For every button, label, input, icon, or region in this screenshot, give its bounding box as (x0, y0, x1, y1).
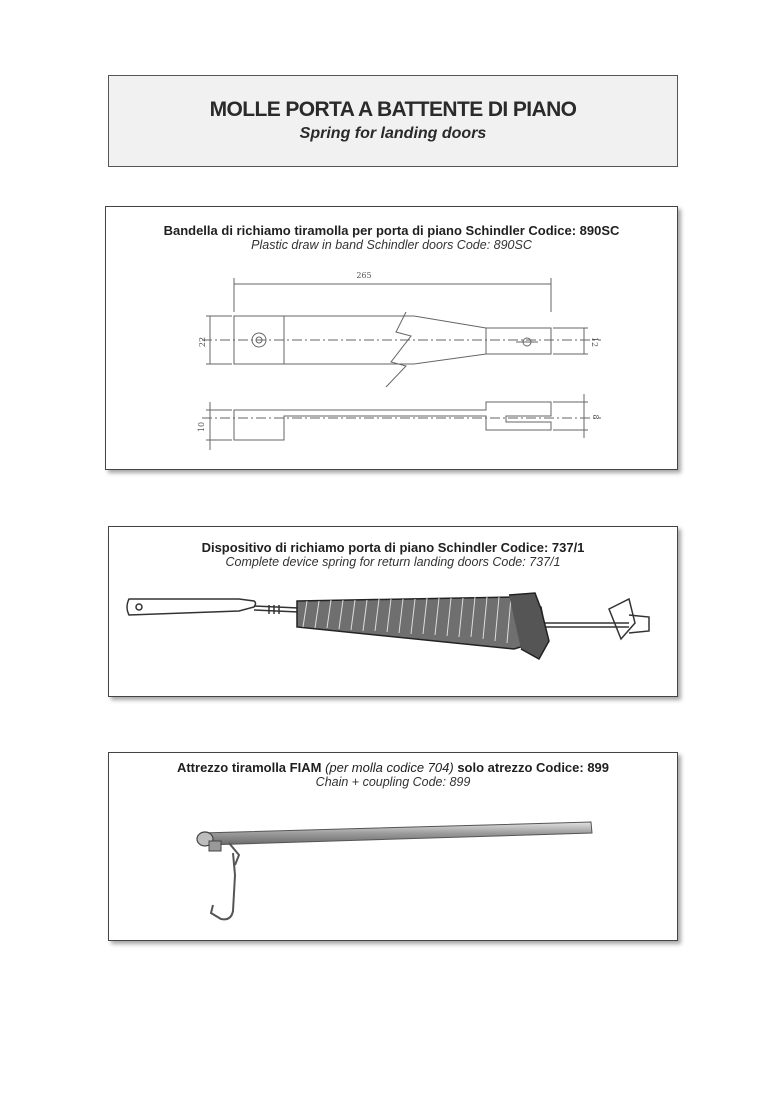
product-subtitle: Complete device spring for return landing doors Code: 737/1 (225, 555, 561, 569)
dimension-width-left: 22 (198, 336, 207, 348)
dimension-thickness-right: 8 (591, 414, 600, 420)
dimension-length: 265 (356, 271, 372, 280)
product-title-main: Attrezzo tiramolla FIAM (176, 760, 322, 775)
spring-device-illustration (109, 579, 679, 689)
product-title: Dispositivo di richiamo porta di piano Schindler Codice: 737/1 (201, 540, 585, 555)
product-card-899 (108, 752, 678, 941)
product-title (109, 760, 677, 775)
dimension-width-right: 12 (590, 336, 599, 348)
spring-tool-illustration (109, 813, 679, 938)
product-title: Bandella di richiamo tiramolla per porta di piano Schindler Codice: 890SC (163, 223, 620, 238)
page-title: MOLLE PORTA A BATTENTE DI PIANO (209, 98, 577, 121)
dimension-thickness-left: 10 (197, 421, 206, 433)
product-title-note: (per molla codice 704) (325, 760, 454, 775)
band-technical-drawing (106, 262, 679, 462)
product-subtitle: Plastic draw in band Schindler doors Code: 890SC (251, 238, 532, 252)
page-header (108, 75, 678, 167)
product-card-737-1 (108, 526, 678, 697)
product-subtitle: Chain + coupling Code: 899 (315, 775, 471, 789)
product-title-tail: solo atrezzo Codice: 899 (457, 760, 610, 775)
product-card-890sc (105, 206, 678, 470)
page-subtitle: Spring for landing doors (299, 125, 487, 142)
